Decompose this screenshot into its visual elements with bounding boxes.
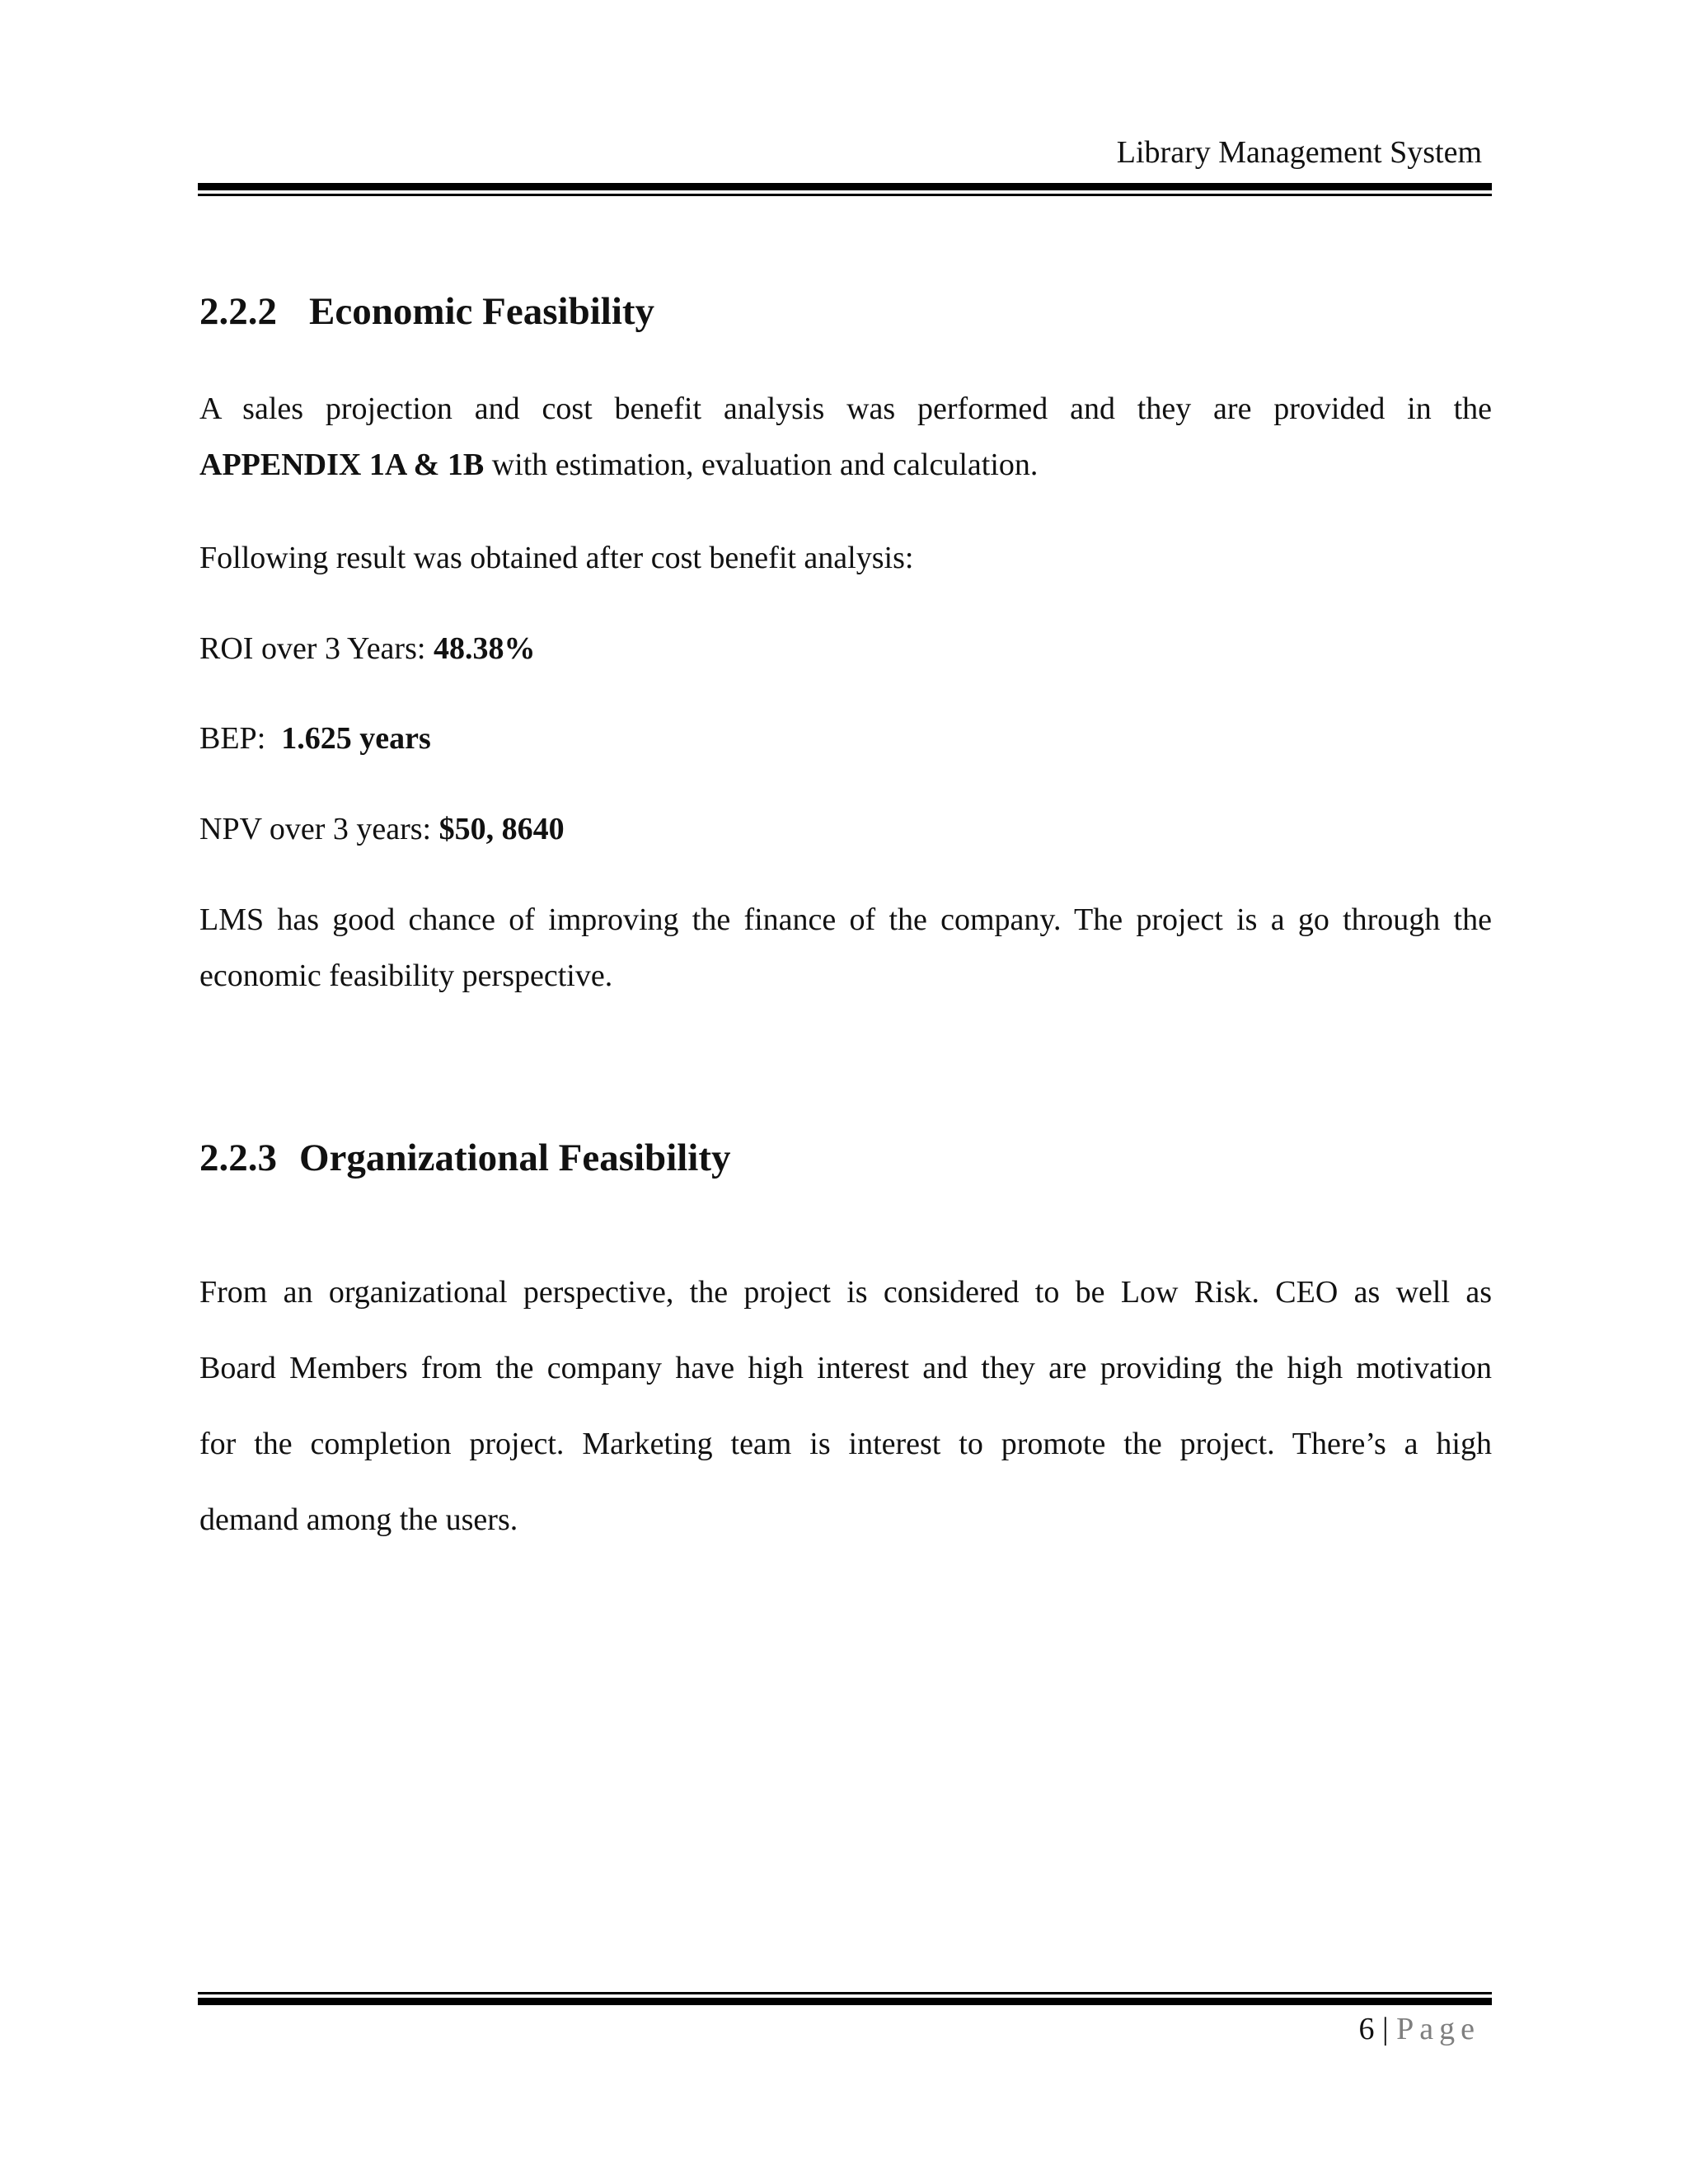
paragraph-line: A sales projection and cost benefit analysis was performed and they are provided in the (199, 391, 1492, 426)
footer-rule-thick (198, 1998, 1492, 2005)
paragraph-sales-projection (199, 381, 1492, 493)
paragraph-line (199, 621, 1492, 677)
footer-rule (198, 1992, 1492, 2005)
header-rule-thick (198, 183, 1492, 190)
appendix-reference: APPENDIX 1A & 1B (199, 448, 485, 482)
section-heading-organizational-feasibility (199, 1135, 731, 1181)
section-title: Organizational Feasibility (299, 1137, 731, 1179)
npv-label: NPV over 3 years: (199, 812, 439, 846)
paragraph-line (199, 437, 1492, 493)
header-rule-thin (198, 194, 1492, 196)
page-word: Page (1396, 2012, 1480, 2046)
paragraph-line: economic feasibility perspective. (199, 958, 613, 993)
result-npv (199, 801, 1492, 857)
paragraph-organizational (199, 1254, 1492, 1558)
section-number: 2.2.2 (199, 290, 277, 333)
paragraph-text: with estimation, evaluation and calculation. (484, 448, 1039, 482)
bep-value: 1.625 years (281, 721, 431, 756)
result-roi (199, 621, 1492, 677)
paragraph-line (199, 710, 1492, 766)
paragraph-line (199, 801, 1492, 857)
page-number-footer (1359, 2011, 1480, 2049)
paragraph-line: for the completion project. Marketing team is interest to promote the project. There’s a high (199, 1427, 1492, 1461)
page-separator: | (1374, 2012, 1397, 2046)
running-header-title: Library Management System (1116, 135, 1482, 170)
paragraph-line: Following result was obtained after cost benefit analysis: (199, 541, 914, 575)
section-number: 2.2.3 (199, 1137, 277, 1179)
section-title: Economic Feasibility (309, 290, 655, 333)
section-heading-economic-feasibility (199, 288, 654, 335)
result-bep (199, 710, 1492, 766)
npv-value: $50, 8640 (438, 812, 565, 846)
paragraph-result-lead (199, 530, 1492, 586)
page-number: 6 (1358, 2012, 1375, 2046)
paragraph-line: LMS has good chance of improving the finance of the company. The project is a go through the (199, 902, 1492, 937)
header-rule (198, 183, 1492, 196)
paragraph-line: Board Members from the company have high interest and they are providing the high motivation (199, 1351, 1492, 1385)
roi-value: 48.38% (433, 631, 536, 666)
paragraph-conclusion (199, 892, 1492, 1004)
roi-label: ROI over 3 Years: (199, 631, 434, 666)
paragraph-line: demand among the users. (199, 1502, 518, 1537)
paragraph-line: From an organizational perspective, the project is considered to be Low Risk. CEO as well as (199, 1275, 1492, 1310)
bep-label: BEP: (199, 721, 282, 756)
